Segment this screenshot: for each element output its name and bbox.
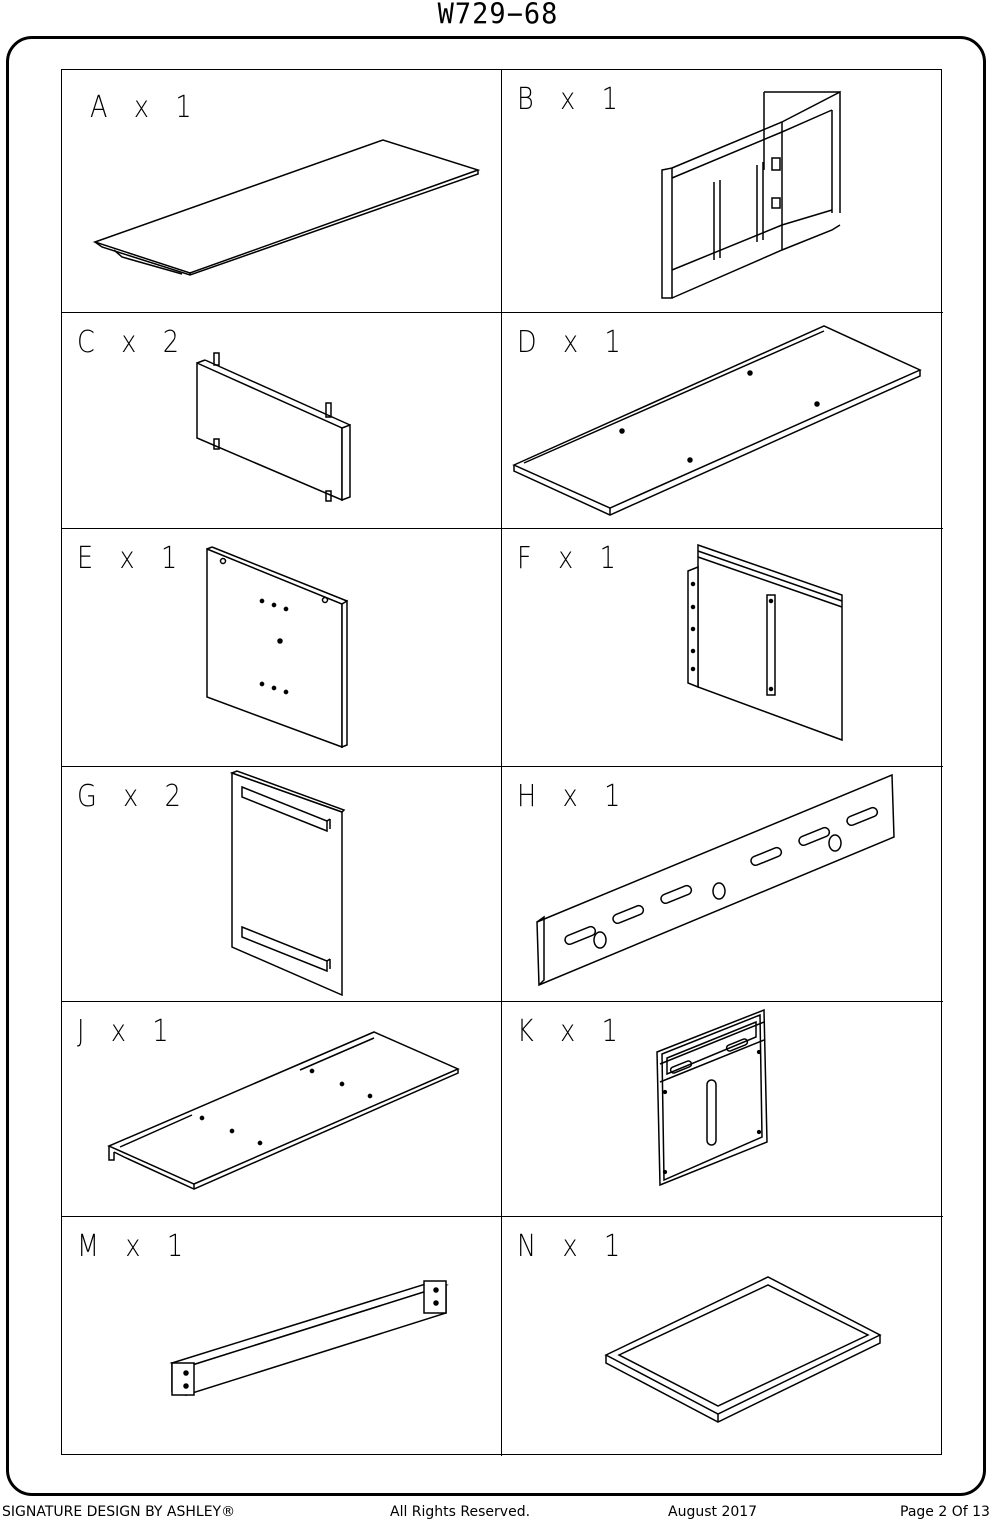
part-label-j: J x 1: [77, 1014, 173, 1049]
part-cell-j: [62, 1002, 502, 1217]
part-cell-f: [502, 529, 943, 767]
part-h-illustration: [502, 767, 943, 1002]
footer-rights: All Rights Reserved.: [390, 1504, 531, 1520]
part-e-illustration: [62, 529, 502, 767]
part-label-c: C x 2: [77, 325, 183, 360]
part-cell-n: [502, 1217, 943, 1456]
part-cell-d: [502, 313, 943, 529]
part-c-illustration: [62, 313, 502, 529]
part-cell-g: [62, 767, 502, 1002]
part-cell-a: [62, 70, 502, 313]
footer-date: August 2017: [668, 1504, 758, 1520]
part-label-d: D x 1: [517, 325, 625, 360]
part-label-m: M x 1: [77, 1229, 187, 1264]
part-label-b: B x 1: [517, 82, 622, 117]
part-label-a: A x 1: [90, 90, 195, 125]
part-cell-m: [62, 1217, 502, 1456]
part-label-g: G x 2: [77, 779, 185, 814]
part-k-illustration: [502, 1002, 943, 1217]
part-label-f: F x 1: [517, 541, 620, 576]
part-label-k: K x 1: [517, 1014, 622, 1049]
part-cell-c: [62, 313, 502, 529]
part-cell-k: [502, 1002, 943, 1217]
part-n-illustration: [502, 1217, 943, 1456]
part-cell-b: [502, 70, 943, 313]
footer-page-number: Page 2 Of 13: [900, 1504, 990, 1520]
part-b-illustration: [502, 70, 943, 313]
part-cell-h: [502, 767, 943, 1002]
part-label-h: H x 1: [517, 779, 624, 814]
part-label-n: N x 1: [517, 1229, 624, 1264]
footer-brand: SIGNATURE DESIGN BY ASHLEY®: [2, 1504, 236, 1520]
part-j-illustration: [62, 1002, 502, 1217]
part-m-illustration: [62, 1217, 502, 1456]
document-title: W729−68: [437, 0, 559, 31]
parts-grid: [61, 69, 942, 1455]
part-d-illustration: [502, 313, 943, 529]
part-cell-e: [62, 529, 502, 767]
part-a-illustration: [62, 70, 502, 313]
part-label-e: E x 1: [77, 541, 181, 576]
part-g-illustration: [62, 767, 502, 1002]
part-f-illustration: [502, 529, 943, 767]
